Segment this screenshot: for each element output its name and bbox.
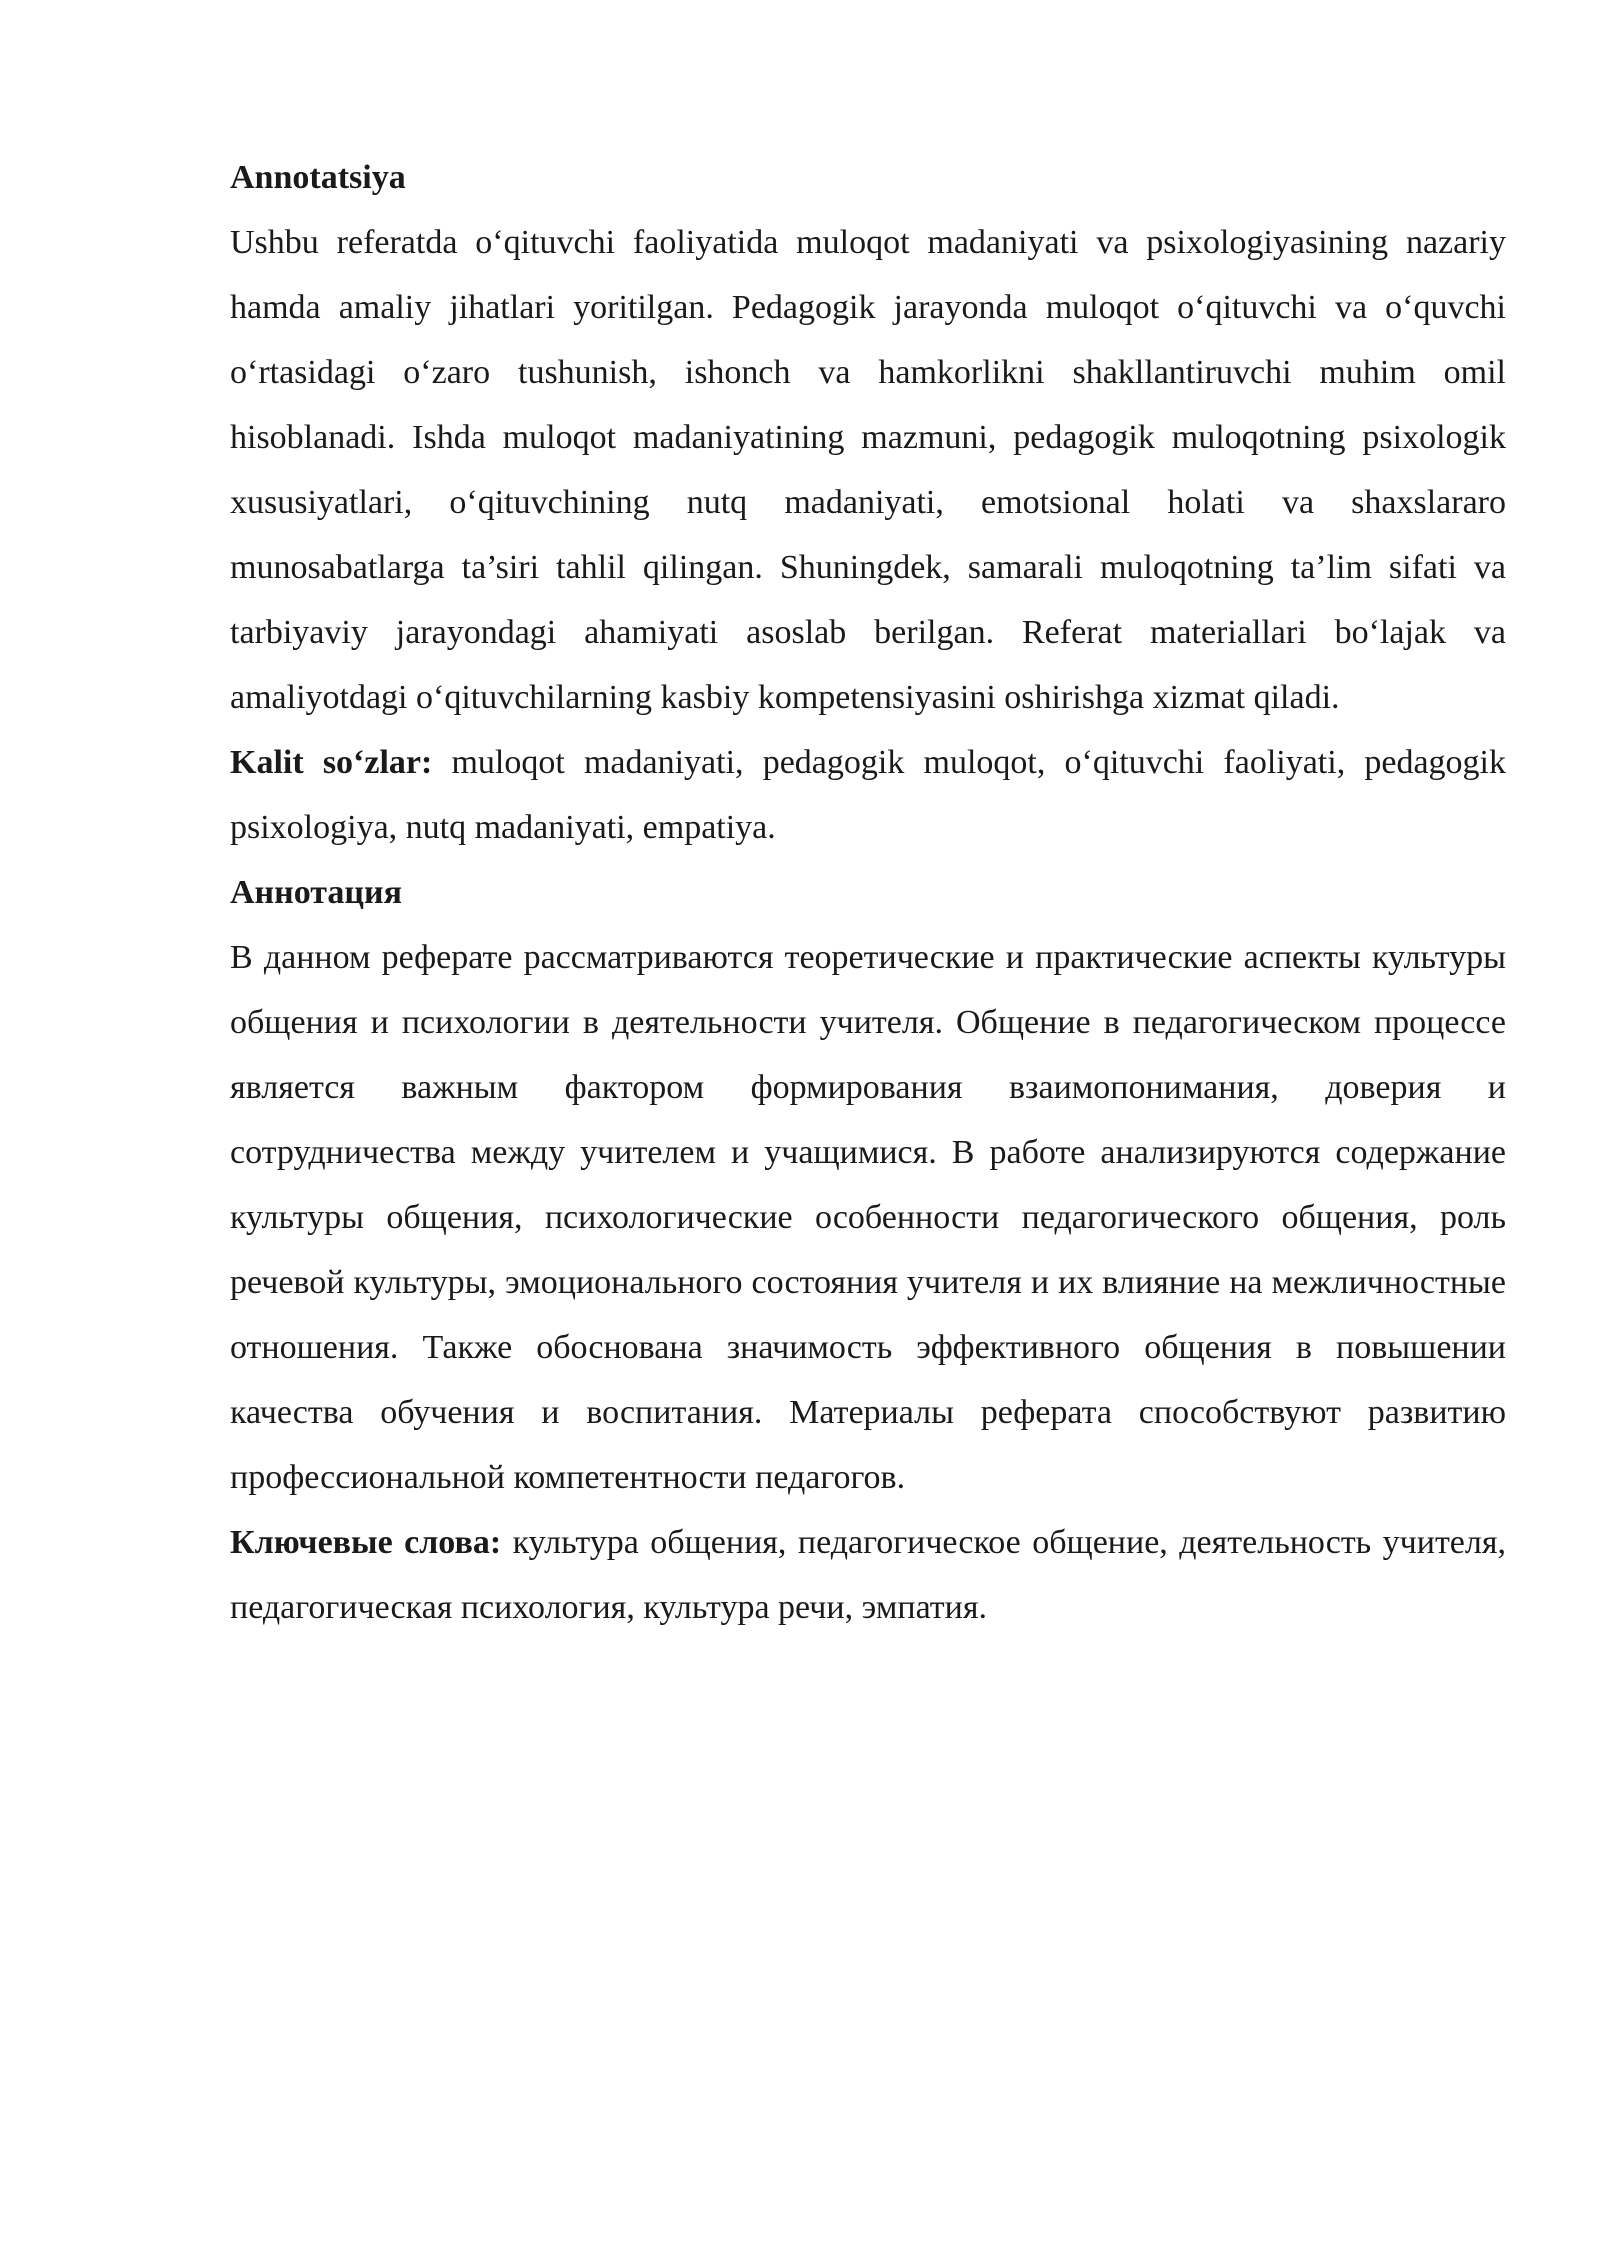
annotation-body-ru: В данном реферате рассматриваются теоретические и практические аспекты культуры общения и психологии в деятельности учителя. Общение в педагогическом процессе является важным фактором формирования взаимопонимания, доверия и сотрудничества между учителем и учащимися. В работе анализируются содержание культуры общения, психологические особенности педагогического общения, роль речевой культуры, эмоционального состояния учителя и их влияние на межличностные отношения. Также обоснована значимость эффективного общения в повышении качества обучения и воспитания. Материалы реферата способствуют развитию профессиональной компетентности педагогов.	[230, 939, 1506, 1496]
annotation-body-uz: Ushbu referatda o‘qituvchi faoliyatida muloqot madaniyati va psixologiyasining nazariy hamda amaliy jihatlari yoritilgan. Pedagogik jarayonda muloqot o‘qituvchi va o‘quvchi o‘rtasidagi o‘zaro tushunish, ishonch va hamkorlikni shakllantiruvchi muhim omil hisoblanadi. Ishda muloqot madaniyatining mazmuni, pedagogik muloqotning psixologik xususiyatlari, o‘qituvchining nutq madaniyati, emotsional holati va shaxslararo munosabatlarga ta’siri tahlil qilingan. Shuningdek, samarali muloqotning ta’lim sifati va tarbiyaviy jarayondagi ahamiyati asoslab berilgan. Referat materiallari bo‘lajak va amaliyotdagi o‘qituvchilarning kasbiy kompetensiyasini oshirishga xizmat qiladi.	[230, 224, 1506, 716]
keywords-label-ru: Ключевые слова:	[230, 1524, 502, 1561]
annotation-heading-uz: Annotatsiya	[230, 159, 406, 196]
document-content	[230, 145, 1506, 1640]
keywords-uz	[230, 730, 1506, 860]
keywords-label-uz: Kalit so‘zlar:	[230, 744, 433, 781]
keywords-ru	[230, 1510, 1506, 1640]
annotation-heading-ru: Аннотация	[230, 874, 402, 911]
keywords-text-ru: культура общения, педагогическое общение, деятельность учителя, педагогическая психология, культура речи, эмпатия.	[230, 1524, 1507, 1626]
keywords-text-uz: muloqot madaniyati, pedagogik muloqot, o‘qituvchi faoliyati, pedagogik psixologiya, nutq madaniyati, empatiya.	[230, 744, 1506, 846]
